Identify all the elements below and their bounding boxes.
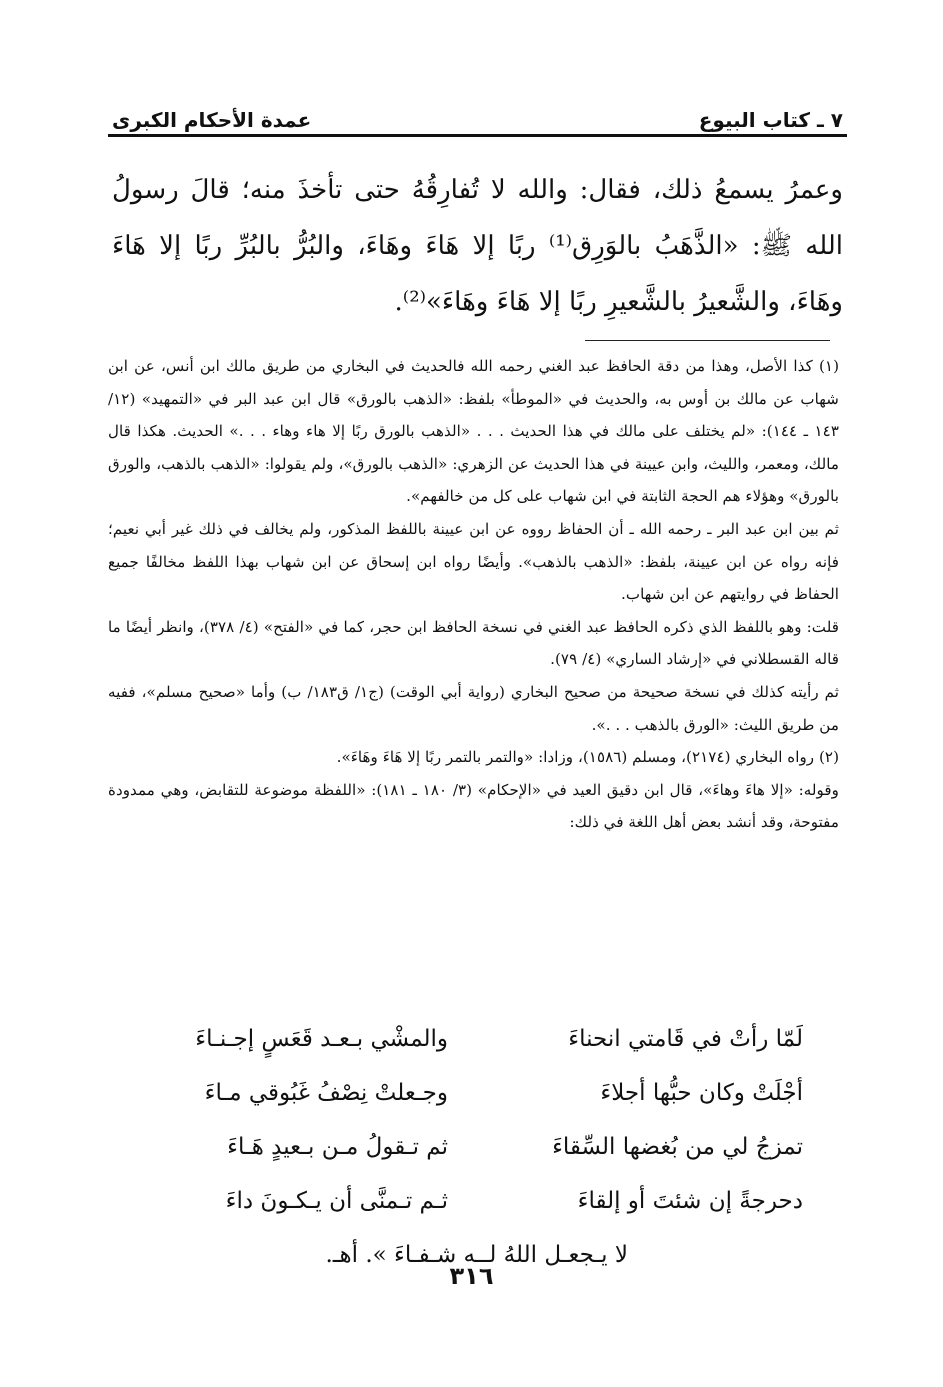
verse-second-hemistich: ثـم تـمنَّى أن يـكـونَ داءَ: [225, 1188, 448, 1214]
footnote-paragraph: (١) كذا الأصل، وهذا من دقة الحافظ عبد الغني رحمه الله فالحديث في البخاري من طريق مالك ابن أنس، عن ابن شهاب عن مالك بن أوس به، والحديث في «الموطأ» بلفظ: «الذهب بالورق» قال ابن عبد البر في «التمهيد» (١٢/ ١٤٣ ـ ١٤٤): «لم يختلف على مالك في هذا الحديث . . . «الذهب بالورق ربًا إلا هاء وهاء . . .» الحديث. هكذا قال مالك، ومعمر، والليث، وابن عيينة في هذا الحديث عن الزهري: «الذهب بالورق»، ولم يقولوا: «الذهب بالذهب، والورق بالورق» وهؤلاء هم الحجة الثابتة في ابن شهاب على كل من خالفهم».: [108, 357, 839, 506]
footnote-paragraph: قلت: وهو باللفظ الذي ذكره الحافظ عبد الغني في نسخة الحافظ ابن حجر، كما في «الفتح» (٤/ ٣٧٨)، وانظر أيضًا ما قاله القسطلاني في «إرشاد الساري» (٤/ ٧٩).: [108, 617, 839, 669]
poem-verse: [128, 1066, 803, 1120]
poem: [128, 1012, 803, 1282]
verse-first-hemistich: لَمّا رأتْ في قَامتي انحناءَ: [568, 1026, 803, 1052]
verse-first-hemistich: تمزجُ لي من بُغضها السِّقاءَ: [552, 1134, 803, 1160]
verse-first-hemistich: دحرجةً إن شئتَ أو إلقاءَ: [577, 1188, 803, 1214]
poem-verse: [128, 1174, 803, 1228]
footnote-paragraph: ثم بين ابن عبد البر ـ رحمه الله ـ أن الحفاظ رووه عن ابن عيينة باللفظ المذكور، ولم يخالف في ذلك غير أبي نعيم؛ فإنه رواه عن ابن عيينة، بلفظ: «الذهب بالذهب». وأيضًا رواه ابن إسحاق عن ابن شهاب بهذا اللفظ مخالفًا جميع الحفاظ في روايتهم عن ابن شهاب.: [108, 519, 839, 604]
footnote-paragraph: ثم رأيته كذلك في نسخة صحيحة من صحيح البخاري (رواية أبي الوقت) (ج١/ ق١٨٣/ ب) وأما «صحيح مسلم»، ففيه من طريق الليث: «الورق بالذهب . . .».: [108, 682, 839, 734]
header-rule: [108, 134, 847, 137]
running-header: [112, 96, 843, 132]
poem-verse: [128, 1012, 803, 1066]
footnote-paragraph: (٢) رواه البخاري (٢١٧٤)، ومسلم (١٥٨٦)، وزادا: «والتمر بالتمر ربًا إلا هَاءَ وهَاءَ».: [336, 748, 839, 767]
page-number: ٣١٦: [449, 1262, 494, 1290]
footnotes: [108, 350, 839, 839]
verse-second-hemistich: وجـعلتْ نِصْفُ غَبُوقي مـاءَ: [204, 1080, 448, 1106]
verse-second-hemistich: ثم تـقولُ مـن بـعيدٍ هَـاءَ: [227, 1134, 448, 1160]
chapter-title: ٧ ـ كتاب البيوع: [698, 108, 843, 132]
poem-final-verse: لا يـجعـل اللهُ لــه شـفـاءَ ». أهـ.: [325, 1242, 628, 1268]
verse-first-hemistich: أجْلَتْ وكان حبُّها أجلاءَ: [600, 1080, 803, 1106]
poem-verse: [128, 1120, 803, 1174]
verse-second-hemistich: والمشْي بـعـد قَعَسٍ إجـنـاءَ: [195, 1026, 448, 1052]
main-paragraph: وعمرُ يسمعُ ذلك، فقال: والله لا تُفارِقُهُ حتى تأخذَ منه؛ قالَ رسولُ الله ﷺ: «الذَّهَبُ بالوَرِق⁽¹⁾ ربًا إلا هَاءَ وهَاءَ، والبُرُّ بالبُرِّ ربًا إلا هَاءَ وهَاءَ، والشَّعيرُ بالشَّعيرِ ربًا إلا هَاءَ وهَاءَ»⁽²⁾.: [112, 175, 843, 317]
footnote-paragraph: وقوله: «إلا هاءَ وهاءَ»، قال ابن دقيق العيد في «الإحكام» (٣/ ١٨٠ ـ ١٨١): «اللفظة موضوعة للتقابض، وهي ممدودة مفتوحة، وقد أنشد بعض أهل اللغة في ذلك:: [108, 780, 839, 832]
book-title: عمدة الأحكام الكبرى: [112, 108, 312, 132]
footnote-separator: [585, 340, 830, 341]
main-text: [112, 162, 843, 330]
